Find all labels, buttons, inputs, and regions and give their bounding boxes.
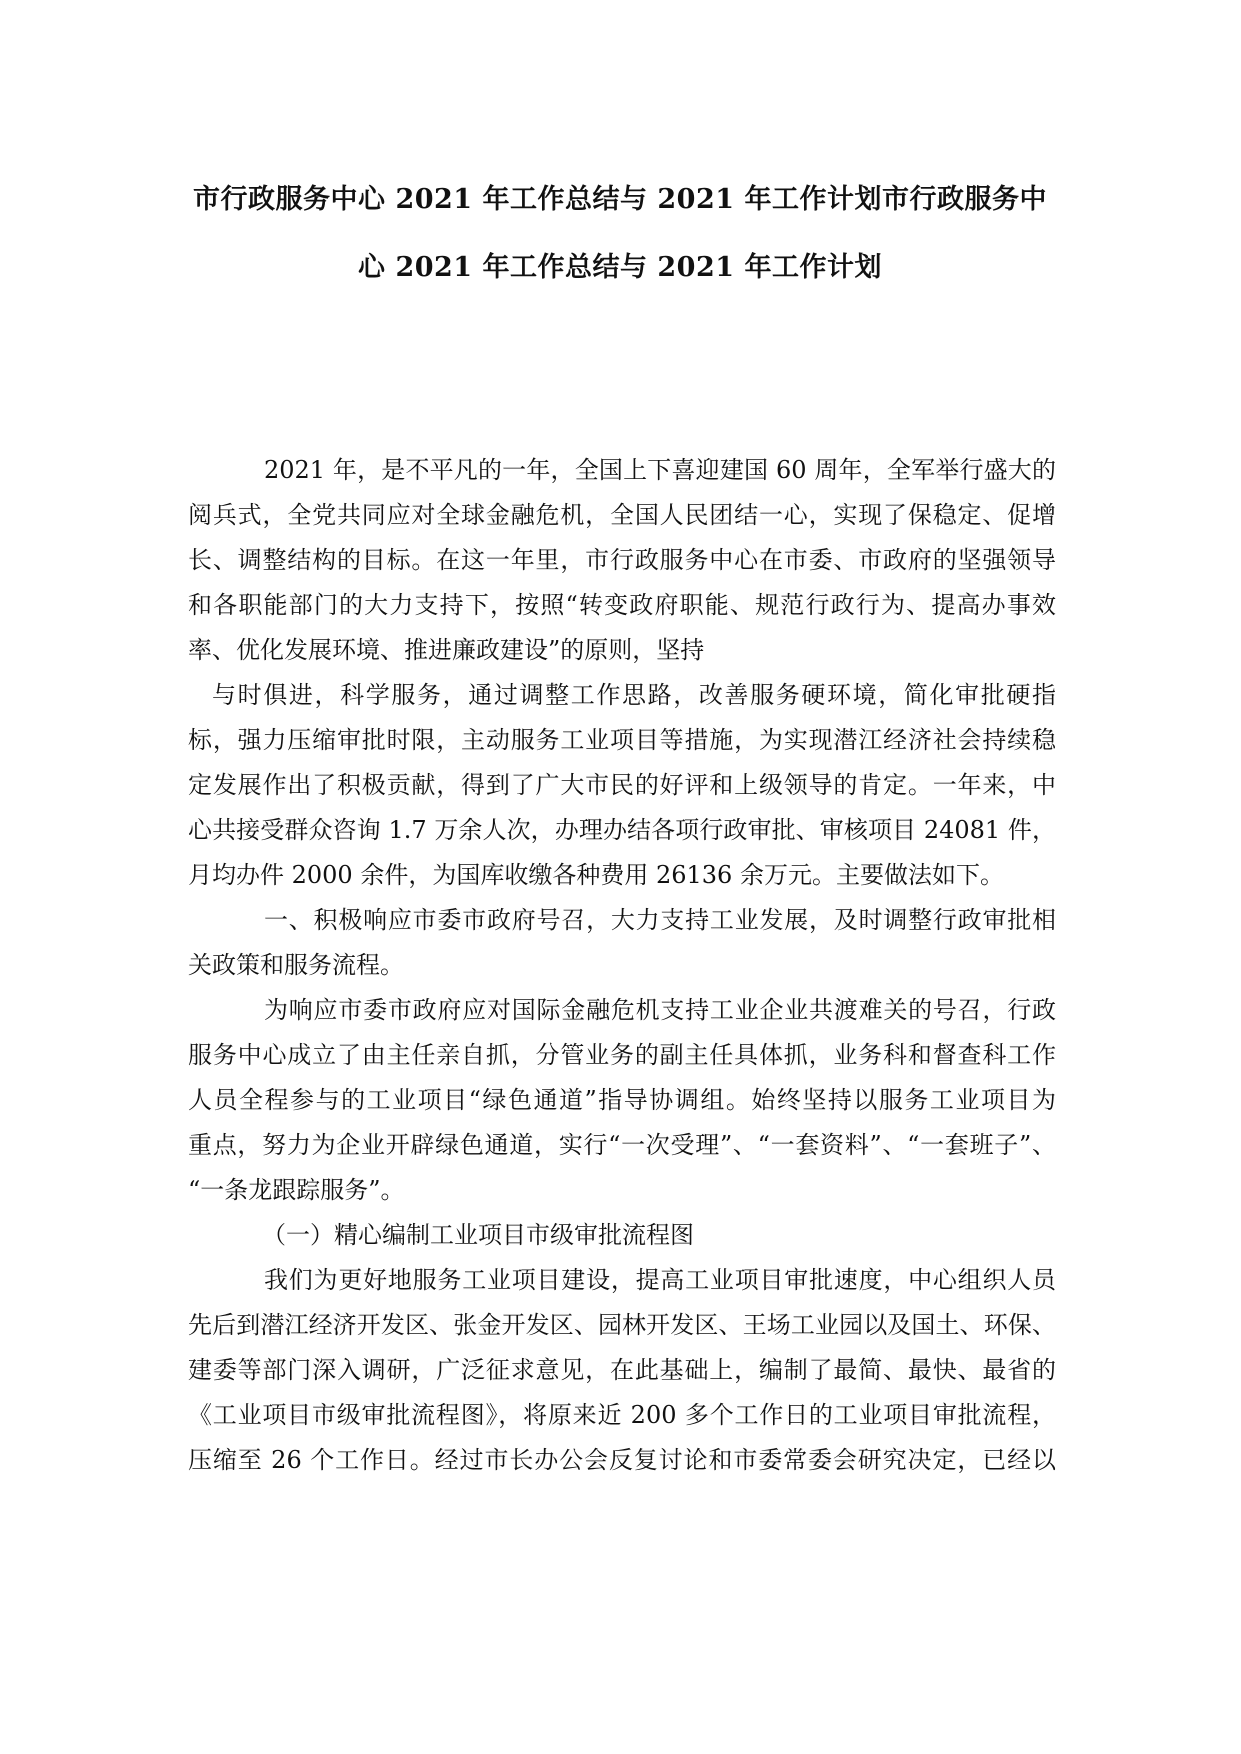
paragraph-line: 我们为更好地服务工业项目建设，提高工业项目审批速度，中心组织人员 <box>264 1266 1056 1294</box>
paragraph-line: 长、调整结构的目标。在这一年里，市行政服务中心在市委、市政府的坚强领导 <box>188 546 1056 574</box>
paragraph-line: 重点，努力为企业开辟绿色通道，实行“一次受理”、“一套资料”、“一套班子”、 <box>188 1131 1056 1159</box>
paragraph-line: 阅兵式，全党共同应对全球金融危机，全国人民团结一心，实现了保稳定、促增 <box>188 501 1056 529</box>
paragraph-line: 月均办件 2000 余件，为国库收缴各种费用 26136 余万元。主要做法如下。 <box>188 861 1004 889</box>
paragraph-line: 心共接受群众咨询 1.7 万余人次，办理办结各项行政审批、审核项目 24081 件， <box>188 816 1056 844</box>
paragraph-line: 先后到潜江经济开发区、张金开发区、园林开发区、王场工业园以及国土、环保、 <box>188 1311 1056 1339</box>
paragraph-line: 和各职能部门的大力支持下，按照“转变政府职能、规范行政行为、提高办事效 <box>188 591 1056 619</box>
paragraph-line: 人员全程参与的工业项目“绿色通道”指导协调组。始终坚持以服务工业项目为 <box>188 1086 1056 1114</box>
paragraph-line: 定发展作出了积极贡献，得到了广大市民的好评和上级领导的肯定。一年来，中 <box>188 771 1056 799</box>
paragraph-line: 为响应市委市政府应对国际金融危机支持工业企业共渡难关的号召，行政 <box>264 996 1056 1024</box>
paragraph-line: 率、优化发展环境、推进廉政建设”的原则，坚持 <box>188 636 705 664</box>
paragraph-line: “一条龙跟踪服务”。 <box>188 1176 405 1204</box>
document-body <box>188 448 1056 1483</box>
document-title-line-2: 心 2021 年工作总结与 2021 年工作计划 <box>358 252 882 283</box>
section-heading-line: 关政策和服务流程。 <box>188 951 404 979</box>
subsection-heading-line: （一）精心编制工业项目市级审批流程图 <box>262 1221 694 1249</box>
section-heading-line: 一、积极响应市委市政府号召，大力支持工业发展，及时调整行政审批相 <box>264 906 1056 934</box>
paragraph-line: 压缩至 26 个工作日。经过市长办公会反复讨论和市委常委会研究决定，已经以 <box>188 1446 1056 1474</box>
paragraph-line: 2021 年，是不平凡的一年，全国上下喜迎建国 60 周年，全军举行盛大的 <box>264 456 1056 484</box>
paragraph-line: 标，强力压缩审批时限，主动服务工业项目等措施，为实现潜江经济社会持续稳 <box>188 726 1056 754</box>
paragraph-line: 建委等部门深入调研，广泛征求意见，在此基础上，编制了最简、最快、最省的 <box>188 1356 1056 1384</box>
document-title-line-1: 市行政服务中心 2021 年工作总结与 2021 年工作计划市行政服务中 <box>193 184 1047 215</box>
paragraph-line: 服务中心成立了由主任亲自抓，分管业务的副主任具体抓，业务科和督查科工作 <box>188 1041 1056 1069</box>
paragraph-line: 与时俱进，科学服务，通过调整工作思路，改善服务硬环境，简化审批硬指 <box>212 681 1056 709</box>
paragraph-line: 《工业项目市级审批流程图》，将原来近 200 多个工作日的工业项目审批流程， <box>188 1401 1056 1429</box>
